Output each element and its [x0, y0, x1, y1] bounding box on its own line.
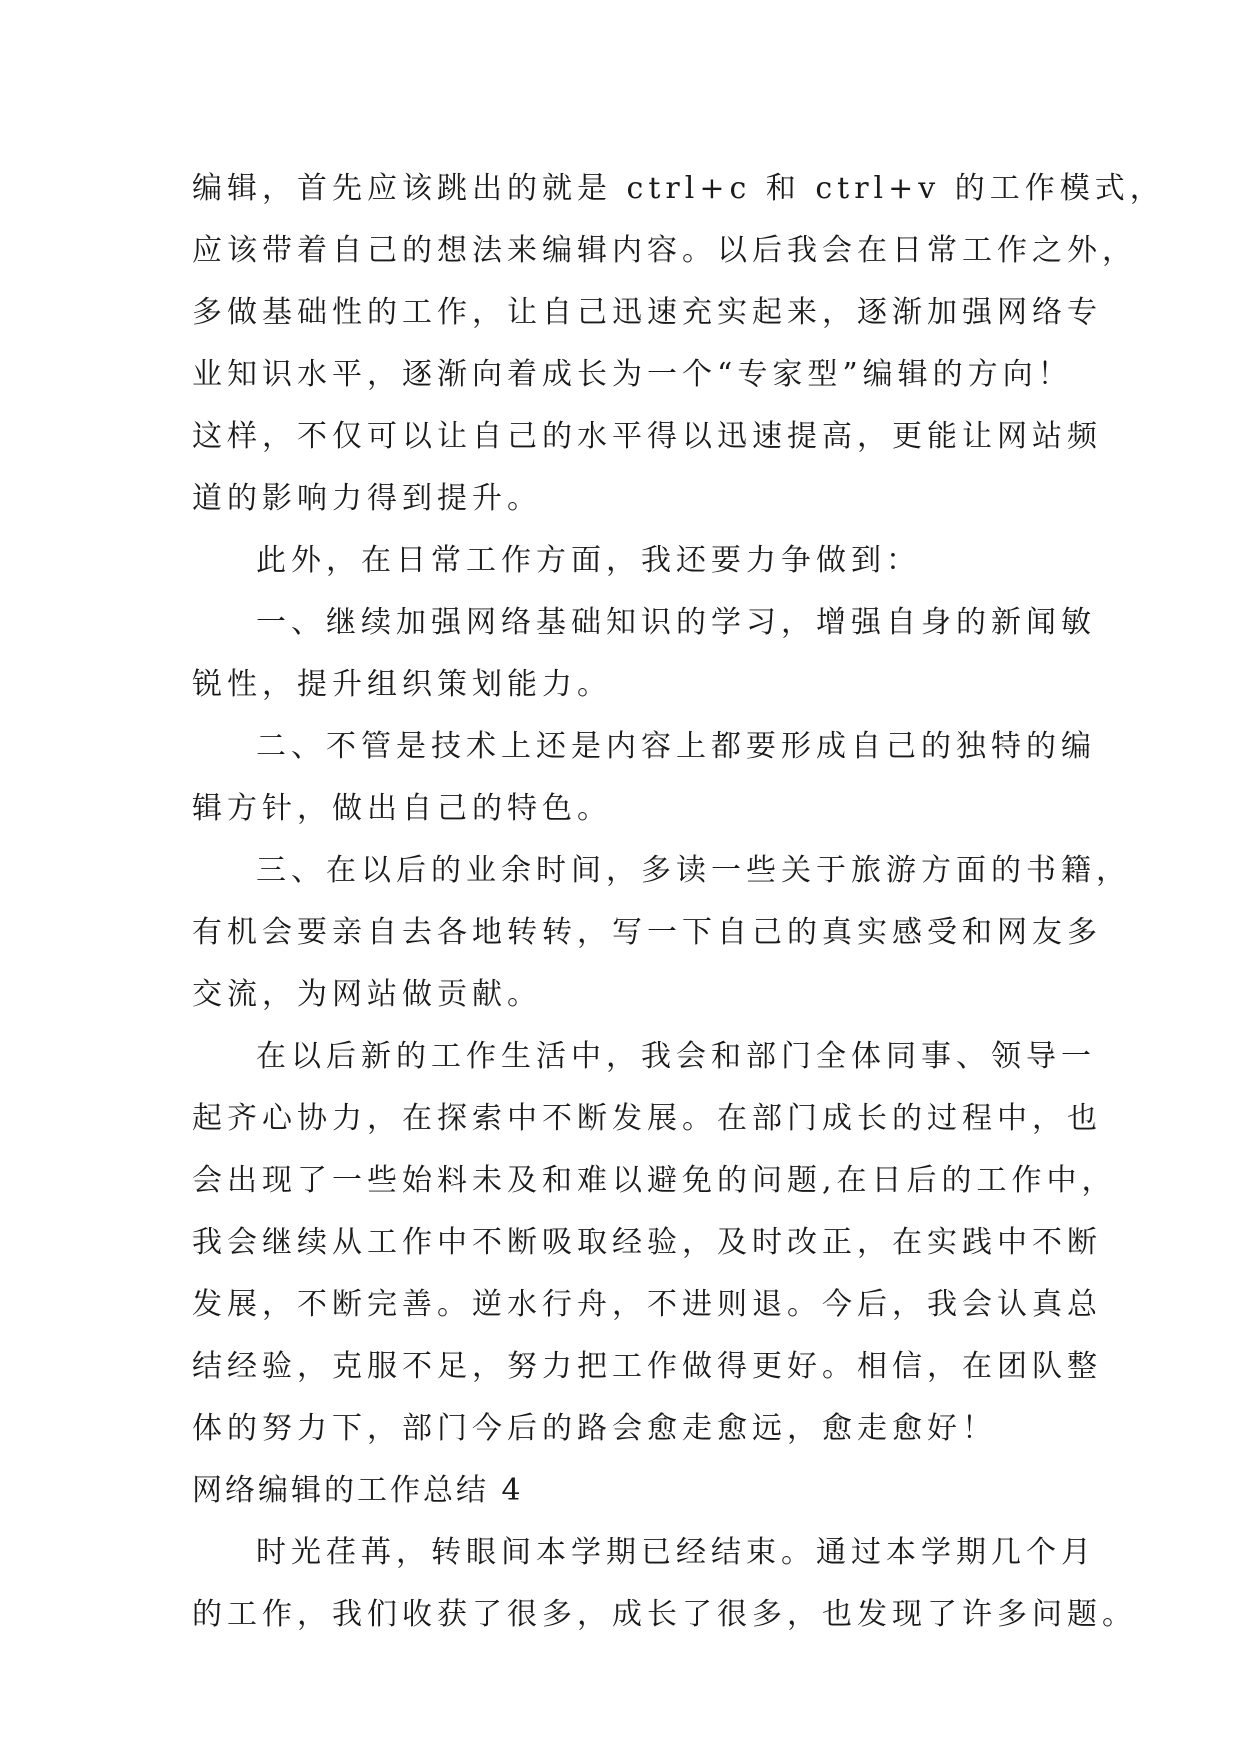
text-line: 这样，不仅可以让自己的水平得以迅速提高，更能让网站频	[192, 419, 1102, 454]
text-line: 多做基础性的工作，让自己迅速充实起来，逐渐加强网络专	[192, 295, 1102, 330]
text-line: 在以后新的工作生活中，我会和部门全体同事、领导一	[256, 1039, 1096, 1074]
section-heading: 网络编辑的工作总结 4	[192, 1473, 524, 1508]
text-line: 我会继续从工作中不断吸取经验，及时改正，在实践中不断	[192, 1225, 1102, 1260]
text-line: 结经验，克服不足，努力把工作做得更好。相信，在团队整	[192, 1349, 1102, 1384]
text-line: 编辑，首先应该跳出的就是 ctrl+c 和 ctrl+v 的工作模式，	[192, 171, 1165, 206]
text-line: 体的努力下，部门今后的路会愈走愈远，愈走愈好！	[192, 1411, 997, 1446]
text-line: 道的影响力得到提升。	[192, 481, 542, 516]
text-line: 二、不管是技术上还是内容上都要形成自己的独特的编	[256, 729, 1096, 764]
text-line: 时光荏苒，转眼间本学期已经结束。通过本学期几个月	[256, 1535, 1096, 1570]
text-line: 交流，为网站做贡献。	[192, 977, 542, 1012]
text-line: 会出现了一些始料未及和难以避免的问题,在日后的工作中，	[192, 1163, 1117, 1198]
text-line: 起齐心协力，在探索中不断发展。在部门成长的过程中，也	[192, 1101, 1102, 1136]
text-line: 业知识水平，逐渐向着成长为一个“专家型”编辑的方向！	[192, 357, 1073, 392]
text-line: 辑方针，做出自己的特色。	[192, 791, 612, 826]
text-line: 锐性，提升组织策划能力。	[192, 667, 612, 702]
text-line: 发展，不断完善。逆水行舟，不进则退。今后，我会认真总	[192, 1287, 1102, 1322]
text-line: 一、继续加强网络基础知识的学习，增强自身的新闻敏	[256, 605, 1096, 640]
text-line: 的工作，我们收获了很多，成长了很多，也发现了许多问题。	[192, 1597, 1137, 1632]
text-line: 三、在以后的业余时间，多读一些关于旅游方面的书籍，	[256, 853, 1131, 888]
text-line: 此外，在日常工作方面，我还要力争做到：	[256, 543, 921, 578]
text-line: 应该带着自己的想法来编辑内容。以后我会在日常工作之外，	[192, 233, 1137, 268]
text-line: 有机会要亲自去各地转转，写一下自己的真实感受和网友多	[192, 915, 1102, 950]
document-body	[192, 158, 1165, 1646]
